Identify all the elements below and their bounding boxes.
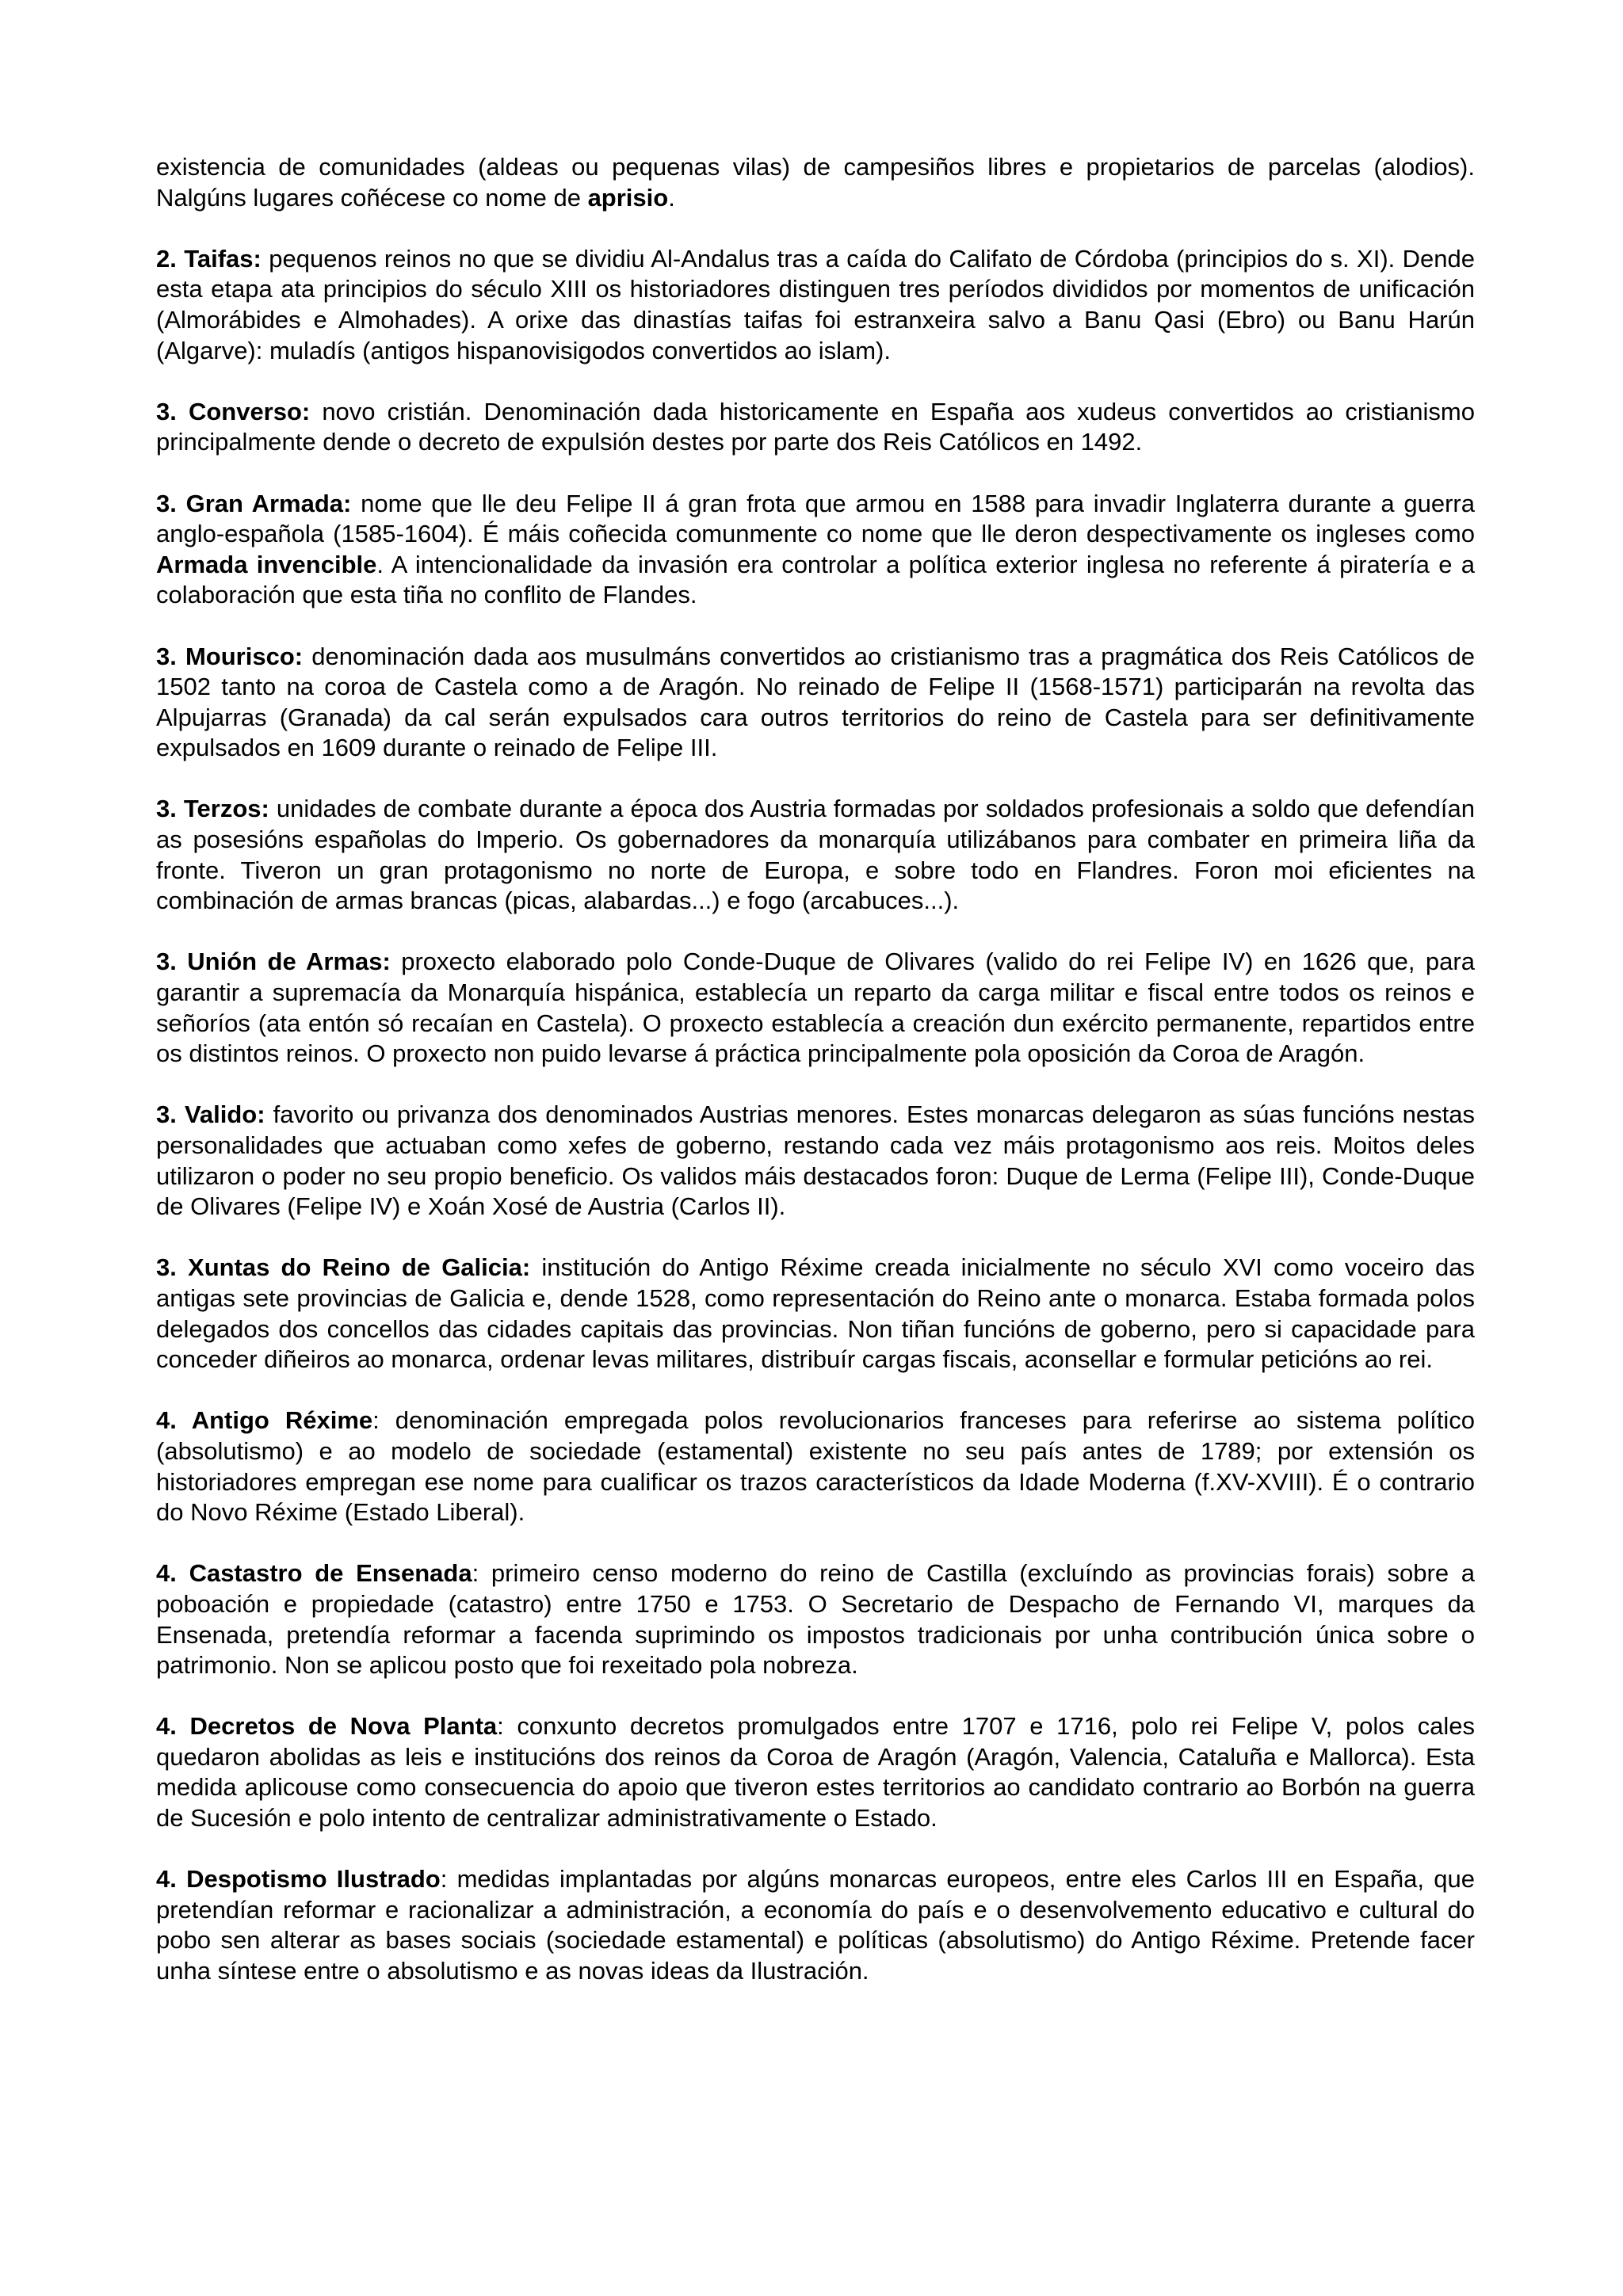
entry-number: 3. [156,948,177,976]
entry-text: : conxunto decretos promulgados entre 1707 e 1716, polo rei Felipe V, polos cales quedaron abolidas as leis e institucións dos reinos da Coroa de Aragón (Aragón, Valencia, Cataluña e Mallorca). Esta medida aplicouse como consecuencia do apoio que tiveron estes territorios ao candidato contrario ao Borbón na guerra de Sucesión e polo intento de centralizar administrativamente o Estado. [156,1712,1475,1833]
entry-text: institución do Antigo Réxime creada inicialmente no século XVI como voceiro das antigas sete provincias de Galicia e, dende 1528, como representación do Reino ante o monarca. Estaba formada polos delegados dos concellos das cidades capitais das provincias. Non tiñan funcións de goberno, pero si capacidade para conceder diñeiros ao monarca, ordenar levas militares, distribuír cargas fiscais, aconsellar e formular peticións ao rei. [156,1253,1476,1374]
entry-heading [156,245,262,273]
entry-term: Unión de Armas: [187,948,391,976]
entry-heading [156,1865,441,1893]
entry-term: Castastro de Ensenada [189,1559,472,1588]
entry-text: . A intencionalidade da invasión era controlar a política exterior inglesa no referente á piratería e a colaboración que esta tiña no conflito de Flandes. [156,550,1475,609]
entry-number: 4. [156,1712,177,1741]
entry-text: : denominación empregada polos revolucionarios franceses para referirse ao sistema político (absolutismo) e ao modelo de sociedade (estamental) existente no seu país antes de 1789; por extensión os historiadores empregan ese nome para cualificar os trazos característicos da Idade Moderna (f.XV-XVIII). É o contrario do Novo Réxime (Estado Liberal). [156,1406,1476,1527]
entry-heading [156,398,310,425]
entry-term: Valido: [184,1100,265,1129]
entry-text: denominación dada aos musulmáns convertidos ao cristianismo tras a pragmática dos Reis Católicos de 1502 tanto na coroa de Castela como a de Aragón. No reinado de Felipe II (1568-1571) participarán na revolta das Alpujarras (Granada) da cal serán expulsados cara outros territorios do reino de Castela para ser definitivamente expulsados en 1609 durante o reinado de Felipe III. [156,642,1476,762]
entry-heading [156,795,269,822]
entry-heading [156,1100,265,1128]
entry-text: unidades de combate durante a época dos Austria formadas por soldados profesionais a soldo que defendían as posesións españolas do Imperio. Os gobernadores da monarquía utilizábanos para combater en primeira liña da fronte. Tiveron un gran protagonismo no norte de Europa, e sobre todo en Flandres. Foron moi eficientes na combinación de armas brancas (picas, alabardas...) e fogo (arcabuces...). [156,795,1475,915]
entry-text: existencia de comunidades (aldeas ou pequenas vilas) de campesiños libres e propietarios de parcelas (alodios). Nalgúns lugares coñécese co nome de [156,153,1475,212]
glossary-entry [156,1100,1475,1222]
glossary-entry [156,947,1475,1069]
entry-text: : primeiro censo moderno do reino de Castilla (excluíndo as provincias forais) sobre a poboación e propiedade (catastro) entre 1750 e 1753. O Secretario de Despacho de Fernando VI, marques da Ensenada, pretendía reformar a facenda suprimindo os impostos tradicionais por unha contribución única sobre o patrimonio. Non se aplicou posto que foi rexeitado pola nobreza. [156,1559,1475,1680]
entry-number: 4. [156,1865,177,1894]
entry-number: 4. [156,1559,177,1588]
glossary-entry [156,1558,1475,1680]
glossary-entry [156,1711,1475,1833]
entry-term: Taifas: [184,244,262,273]
entry-text: favorito ou privanza dos denominados Austrias menores. Estes monarcas delegaron as súas funcións nestas personalidades que actuaban como xefes de goberno, restando cada vez máis protagonismo aos reis. Moitos deles utilizaron o poder no seu propio beneficio. Os validos máis destacados foron: Duque de Lerma (Felipe III), Conde-Duque de Olivares (Felipe IV) e Xoán Xosé de Austria (Carlos II). [156,1100,1475,1221]
entry-number: 2. [156,244,177,273]
glossary-entry [156,244,1475,366]
entry-heading [156,643,303,670]
entry-text: nome que lle deu Felipe II á gran frota que armou en 1588 para invadir Inglaterra durante a guerra anglo-española (1585-1604). É máis coñecida comunmente co nome que lle deron despectivamente os ingleses como [156,489,1475,548]
entry-number: 3. [156,1100,177,1129]
entry-heading [156,1253,530,1281]
entry-heading [156,1559,472,1587]
entry-text: . [668,183,675,212]
entry-text: : medidas implantadas por algúns monarcas europeos, entre eles Carlos III en España, que pretendían reformar e racionalizar a administración, a economía do país e o desenvolvemento educativo e cultural do pobo sen alterar as bases sociais (sociedade estamental) e políticas (absolutismo) do Antigo Réxime. Pretende facer unha síntese entre o absolutismo e as novas ideas da Ilustración. [156,1865,1475,1985]
entry-number: 3. [156,1253,177,1282]
entry-heading [156,1406,372,1434]
document-page [156,152,1475,2017]
entry-number: 3. [156,397,177,425]
entry-term: Despotismo Ilustrado [186,1865,441,1894]
glossary-entry [156,152,1475,213]
glossary-entry [156,489,1475,611]
glossary-entry [156,642,1475,764]
entry-heading [156,948,391,975]
entry-text: pequenos reinos no que se dividiu Al-Andalus tras a caída do Califato de Córdoba (principios do s. XI). Dende esta etapa ata principios do século XIII os historiadores distinguen tres períodos divididos por momentos de unificación (Almorábides e Almohades). A orixe das dinastías taifas foi estranxeira salvo a Banu Qasi (Ebro) ou Banu Harún (Algarve): muladís (antigos hispanovisigodos convertidos ao islam). [156,244,1475,364]
glossary-entry [156,1405,1475,1527]
entry-number: 3. [156,795,177,823]
glossary-entry [156,1253,1475,1375]
glossary-entry [156,1864,1475,1986]
glossary-entry [156,794,1475,916]
entry-text: novo cristián. Denominación dada historicamente en España aos xudeus convertidos ao cristianismo principalmente dende o decreto de expulsión destes por parte dos Reis Católicos en 1492. [156,397,1475,456]
entry-number: 3. [156,642,177,670]
entry-heading [156,490,351,517]
emphasized-text: Armada invencible [156,550,377,578]
entry-number: 3. [156,489,177,517]
entry-term: Decretos de Nova Planta [189,1712,498,1741]
entry-text: proxecto elaborado polo Conde-Duque de Olivares (valido do rei Felipe IV) en 1626 que, para garantir a supremacía da Monarquía hispánica, establecía un reparto da carga militar e fiscal entre todos os reinos e señoríos (ata entón só recaían en Castela). O proxecto establecía a creación dun exército permanente, repartidos entre os distintos reinos. O proxecto non puido levarse á práctica principalmente pola oposición da Coroa de Aragón. [156,948,1475,1068]
glossary-entry [156,397,1475,458]
entry-term: Converso: [188,397,311,425]
entry-number: 4. [156,1406,177,1435]
emphasized-text: aprisio [587,183,669,212]
entry-term: Mourisco: [185,642,304,670]
entry-heading [156,1712,497,1740]
entry-term: Xuntas do Reino de Galicia: [188,1253,531,1282]
entry-term: Terzos: [183,795,269,823]
entry-term: Antigo Réxime [191,1406,373,1435]
entry-term: Gran Armada: [185,489,352,517]
